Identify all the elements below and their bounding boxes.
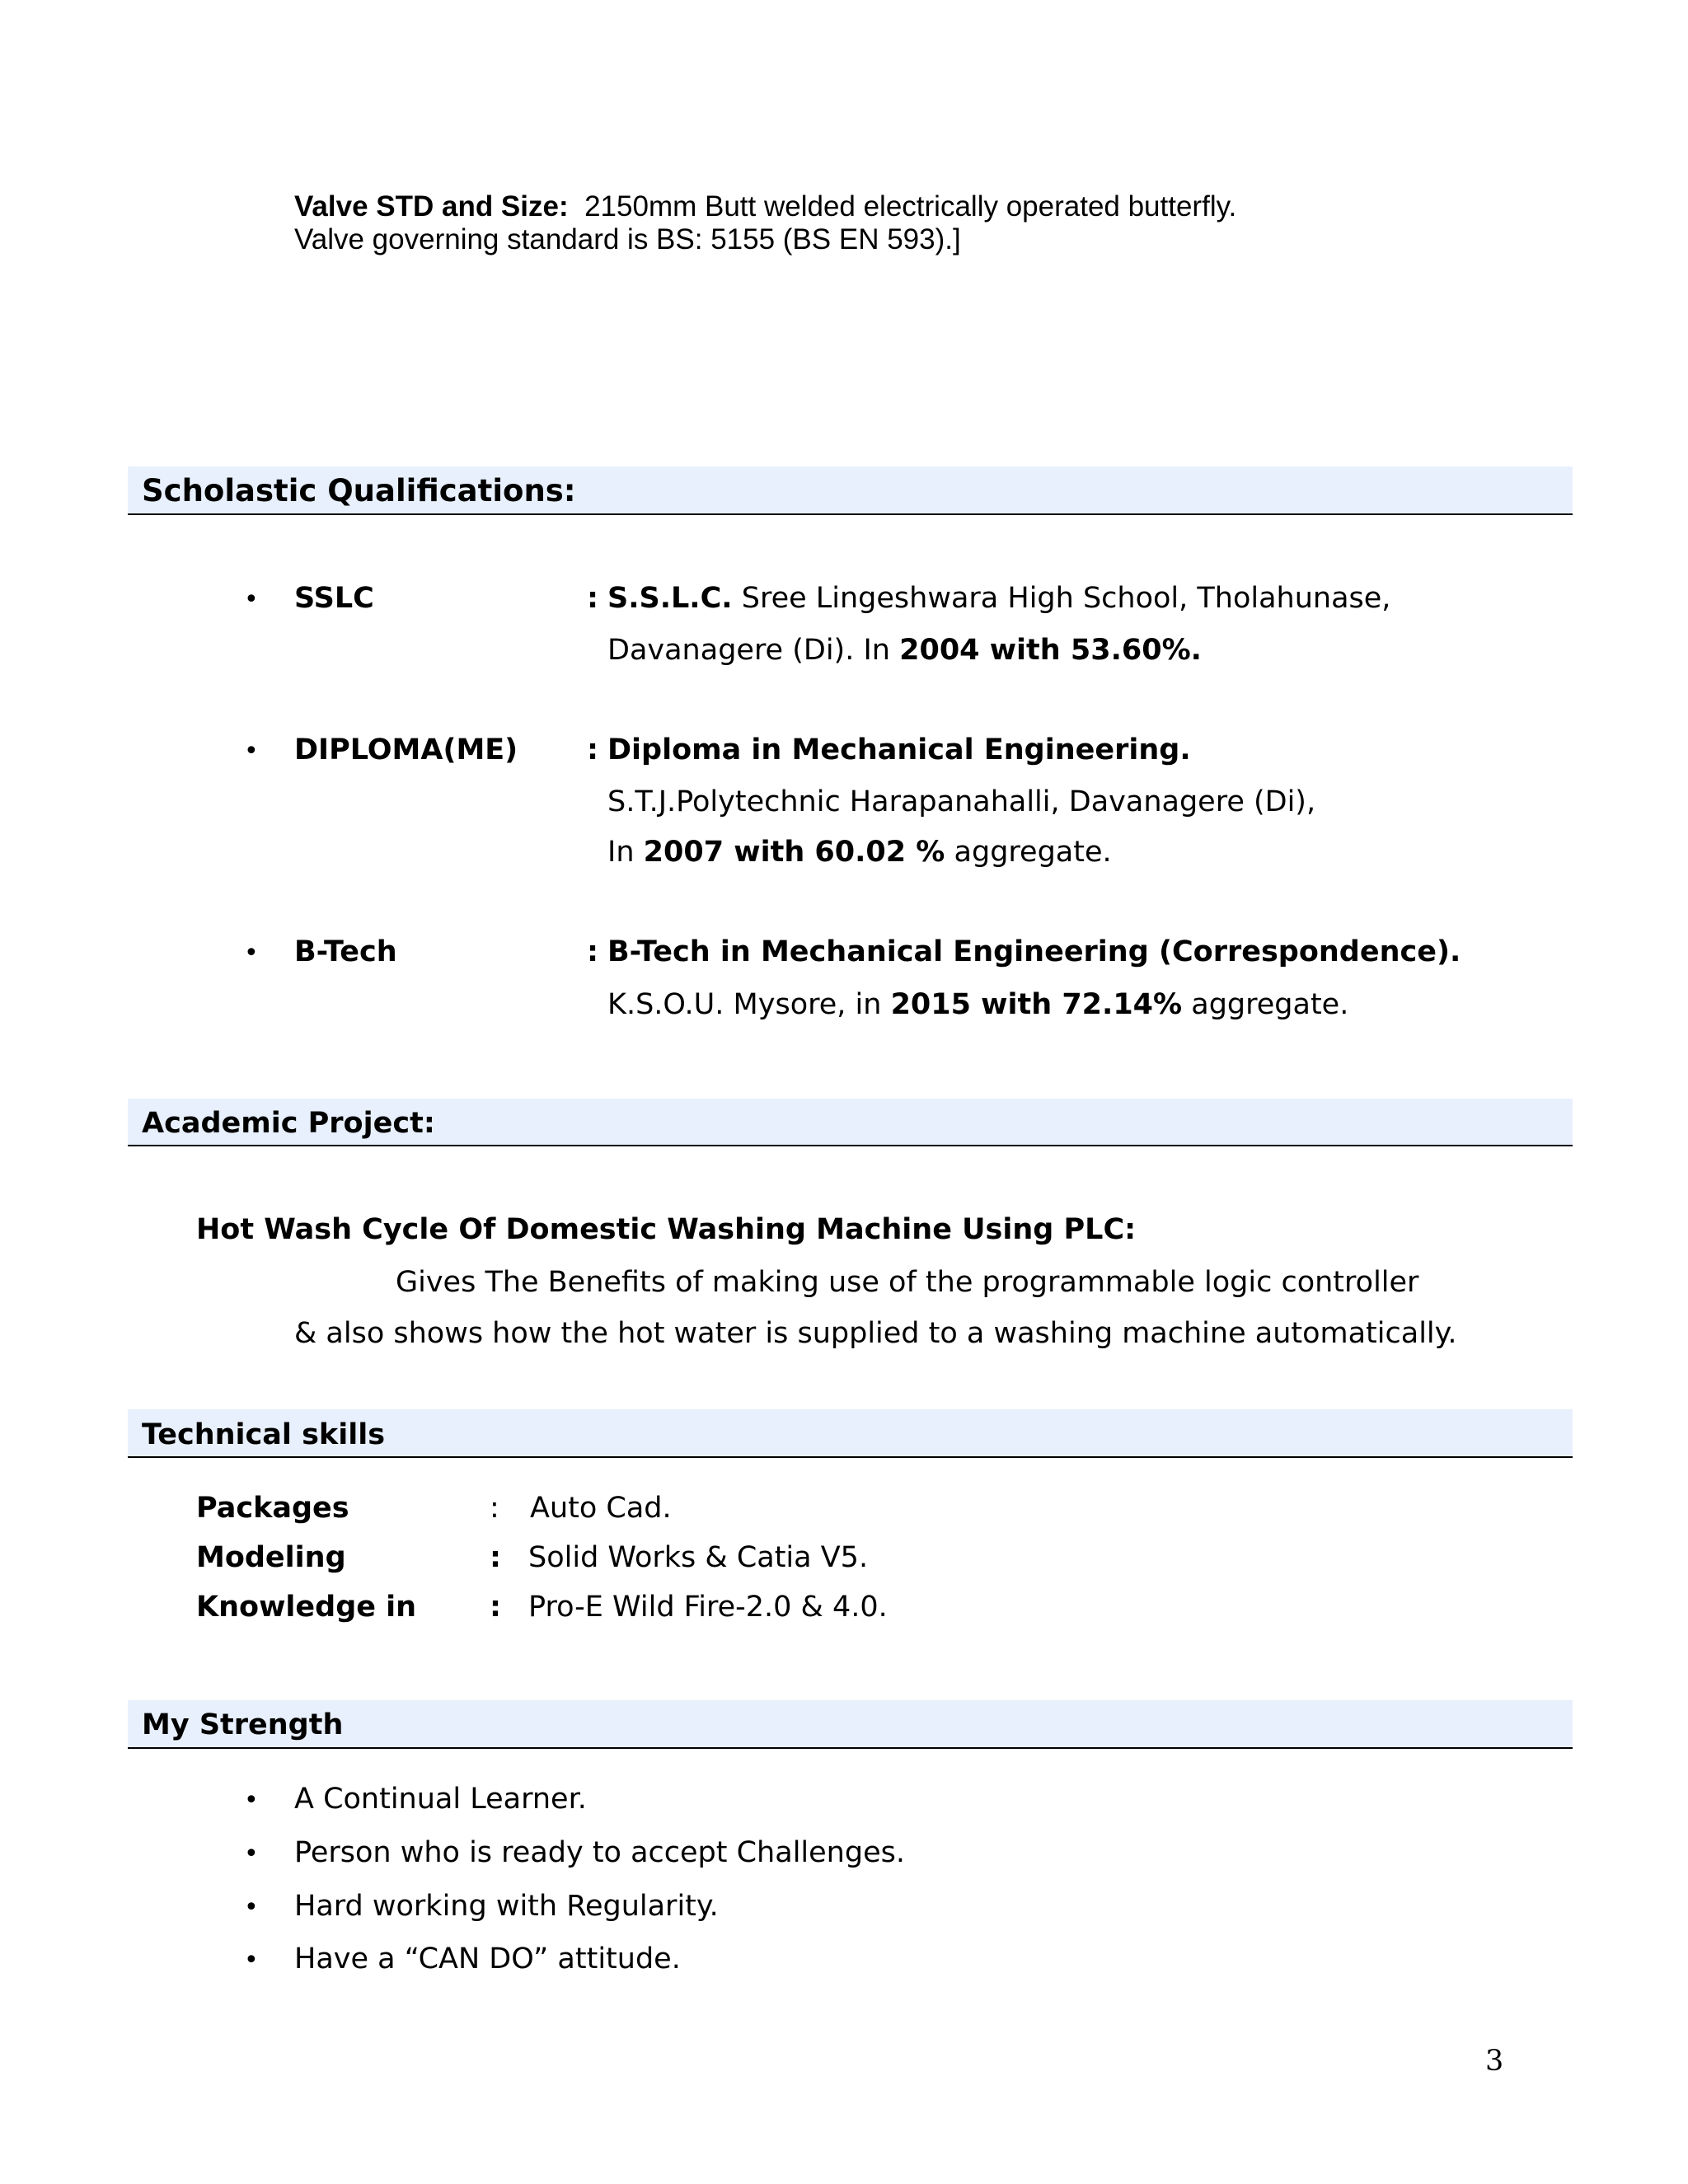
strength-item: A Continual Learner. bbox=[294, 1783, 587, 1816]
qualification-detail-btech-line2 bbox=[607, 988, 1348, 1021]
qualification-degree-btech: B-Tech in Mechanical Engineering (Correspondence). bbox=[607, 935, 1461, 968]
skill-label: Modeling bbox=[196, 1541, 346, 1574]
qualification-year-score: 2015 with 72.14% bbox=[890, 988, 1183, 1021]
qualification-year-score: 2004 with 53.60%. bbox=[899, 634, 1202, 667]
qualification-text: Davanagere (Di). In bbox=[607, 634, 890, 667]
skill-value: Auto Cad. bbox=[530, 1492, 672, 1525]
bullet: • bbox=[244, 939, 259, 968]
qualification-colon: : bbox=[587, 935, 598, 968]
bullet: • bbox=[244, 1893, 259, 1922]
qualification-colon: : bbox=[587, 733, 598, 766]
section-header-academic bbox=[128, 1099, 1573, 1146]
bullet: • bbox=[244, 737, 259, 766]
section-header-technical bbox=[128, 1409, 1573, 1458]
qualification-detail-sslc-line2 bbox=[607, 634, 1202, 667]
qualification-colon: : bbox=[587, 582, 598, 615]
bullet: • bbox=[244, 1786, 259, 1815]
skill-value: Solid Works & Catia V5. bbox=[528, 1541, 869, 1574]
section-header-strength bbox=[128, 1700, 1573, 1749]
qualification-label-diploma: DIPLOMA(ME) bbox=[294, 733, 518, 766]
section-title: My Strength bbox=[142, 1708, 344, 1741]
project-title: Hot Wash Cycle Of Domestic Washing Machine Using PLC: bbox=[196, 1213, 1137, 1246]
skill-colon: : bbox=[490, 1541, 501, 1574]
qualification-detail-diploma-line3 bbox=[607, 836, 1112, 869]
valve-spec-label: Valve STD and Size: bbox=[294, 190, 569, 223]
qualification-degree: S.S.L.C. bbox=[607, 582, 733, 615]
qualification-degree-diploma: Diploma in Mechanical Engineering. bbox=[607, 733, 1191, 766]
qualification-text: aggregate. bbox=[954, 836, 1112, 869]
section-title: Technical skills bbox=[142, 1418, 386, 1451]
project-description-line1: Gives The Benefits of making use of the programmable logic controller bbox=[396, 1266, 1419, 1299]
skill-label: Knowledge in bbox=[196, 1591, 417, 1624]
section-title: Scholastic Qualifications: bbox=[142, 473, 576, 509]
qualification-school-diploma: S.T.J.Polytechnic Harapanahalli, Davanagere (Di), bbox=[607, 785, 1316, 818]
qualification-text: aggregate. bbox=[1191, 988, 1349, 1021]
qualification-school: Sree Lingeshwara High School, Tholahunase, bbox=[741, 582, 1391, 615]
skill-colon: : bbox=[490, 1591, 501, 1624]
bullet: • bbox=[244, 585, 259, 614]
strength-item: Hard working with Regularity. bbox=[294, 1890, 719, 1923]
skill-label: Packages bbox=[196, 1492, 349, 1525]
qualification-year-score: 2007 with 60.02 % bbox=[643, 836, 945, 869]
valve-spec-text: 2150mm Butt welded electrically operated butterfly. bbox=[584, 190, 1237, 223]
qualification-label-sslc: SSLC bbox=[294, 582, 374, 615]
project-description-line2: & also shows how the hot water is supplied to a washing machine automatically. bbox=[294, 1317, 1457, 1350]
valve-spec-line2: Valve governing standard is BS: 5155 (BS EN 593).] bbox=[294, 223, 961, 255]
strength-item: Person who is ready to accept Challenges. bbox=[294, 1836, 905, 1869]
bullet: • bbox=[244, 1946, 259, 1975]
qualification-text: In bbox=[607, 836, 635, 869]
bullet: • bbox=[244, 1840, 259, 1868]
valve-spec-line1 bbox=[294, 190, 1236, 223]
qualification-label-btech: B-Tech bbox=[294, 935, 397, 968]
qualification-detail-sslc-line1 bbox=[607, 582, 1390, 615]
page-number: 3 bbox=[1485, 2045, 1504, 2078]
skill-colon: : bbox=[490, 1492, 499, 1525]
section-header-scholastic bbox=[128, 466, 1573, 515]
strength-item: Have a “CAN DO” attitude. bbox=[294, 1943, 681, 1975]
section-title: Academic Project: bbox=[142, 1107, 435, 1140]
qualification-text: K.S.O.U. Mysore, in bbox=[607, 988, 882, 1021]
skill-value: Pro-E Wild Fire-2.0 & 4.0. bbox=[528, 1591, 888, 1624]
